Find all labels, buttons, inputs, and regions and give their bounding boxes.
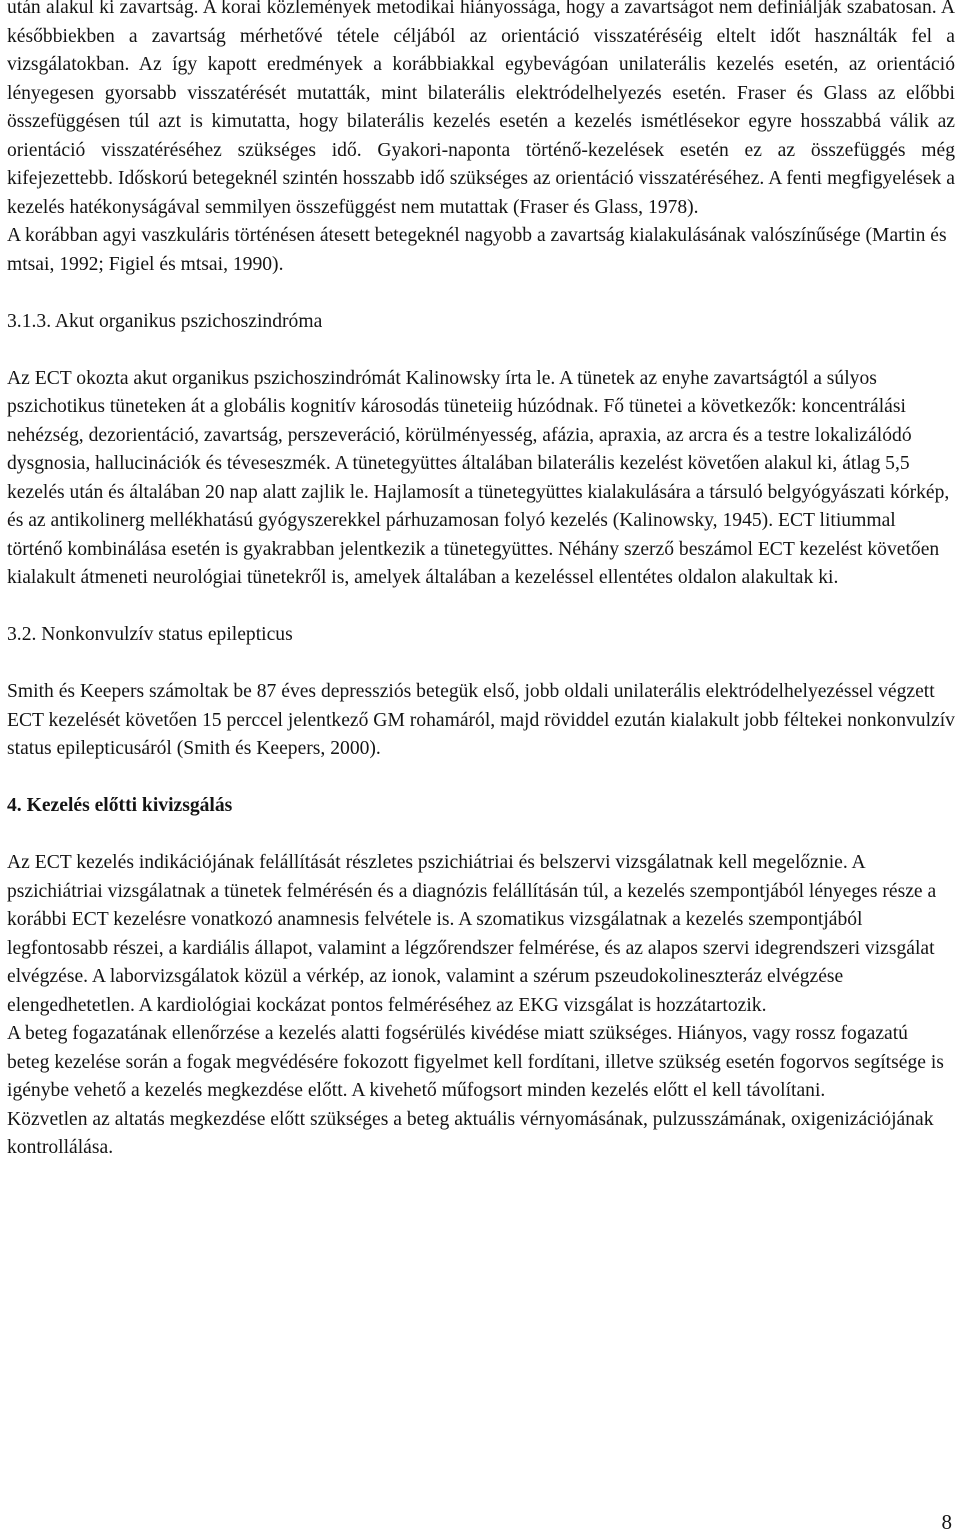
section-heading-4 <box>7 792 955 821</box>
page-number: 8 <box>941 1510 952 1534</box>
paragraph-vascular-risk: A korábban agyi vaszkuláris történésen átesett betegeknél nagyobb a zavartság kialakulásának valószínűsége (Martin és mtsai, 1992; Figiel és mtsai, 1990). <box>7 225 947 275</box>
section-heading-3-2: 3.2. Nonkonvulzív status epilepticus <box>7 624 293 645</box>
paragraph-vital-signs: Közvetlen az altatás megkezdése előtt szükséges a beteg aktuális vérnyomásának, pulzusszámának, oxigenizációjának kontrollálása. <box>7 1108 934 1158</box>
section-number: 4. <box>7 795 22 816</box>
spacer <box>7 650 955 679</box>
paragraph-pre-treatment-exam: Az ECT kezelés indikációjának felállítását részletes pszichiátriai és belszervi vizsgálatnak kell megelőznie. A pszichiátriai vizsgálatnak a tünetek felmérésén és a diagnózis felállításán túl, a kezelés szempontjából lényeges része a korábbi ECT kezelésre vonatkozó anamnesis felvétele is. A szomatikus vizsgálatnak a kezelés szempontjából legfontosabb részei, a kardiális állapot, valamint a légzőrendszer felmérése, és az alapos szervi idegrendszeri vizsgálat elvégzése. A laborvizsgálatok közül a vérkép, az ionok, valamint a szérum pszeudokolineszteráz elvégzése elengedhetetlen. A kardiológiai kockázat pontos felméréséhez az EKG vizsgálat is hozzátartozik. <box>7 852 937 1016</box>
spacer <box>7 593 955 622</box>
paragraph-status-epilepticus: Smith és Keepers számoltak be 87 éves depressziós betegük első, jobb oldali unilaterális elektródelhelyezéssel végzett ECT kezelését követően 15 perccel jelentkező GM rohamáról, majd röviddel ezután kialakult jobb féltekei nonkonvulzív status epilepticusáról (Smith és Keepers, 2000). <box>7 681 955 759</box>
document-page <box>7 0 955 1163</box>
paragraph-dental-check: A beteg fogazatának ellenőrzése a kezelés alatti fogsérülés kivédése miatt szükséges. Hiányos, vagy rossz fogazatú beteg kezelése során a fogak megvédésére fokozott figyelmet kell fordítani, illetve szükség esetén fogorvos segítsége is igénybe vehető a kezelés megkezdése előtt. A kivehető műfogsort minden kezelés előtt el kell távolítani. <box>7 1023 944 1101</box>
section-title: Kezelés előtti kivizsgálás <box>26 795 233 816</box>
paragraph-confusion-orientation: után alakul ki zavartság. A korai közlemények metodikai hiányossága, hogy a zavartságot nem definiálják szabatosan. A későbbiekben a zavartság mérhetővé tétele céljából az orientáció visszatéréséig eltelt időt használták fel a vizsgálatokban. Az így kapott eredmények a korábbiakkal egybevágóan unilaterális kezelés esetén, az orientáció lényegesen gyorsabb visszatérését mutatták, mint bilaterális elektródelhelyezés esetén. Fraser és Glass az előbbi összefüggésen túl azt is kimutatta, hogy bilaterális kezelés esetén a kezelés ismétlésekor egyre hosszabbá válik az orientáció visszatéréséhez szükséges idő. Gyakori-naponta történő-kezelések esetén ez az összefüggés még kifejezettebb. Időskorú betegeknél szintén hosszabb idő szükséges az orientáció visszatéréséhez. A fenti megfigyelések a kezelés hatékonyságával semmilyen összefüggést nem mutattak (Fraser és Glass, 1978). <box>7 0 955 218</box>
section-heading-3-1-3: 3.1.3. Akut organikus pszichoszindróma <box>7 310 323 332</box>
paragraph-acute-organic-syndrome: Az ECT okozta akut organikus pszichoszindrómát Kalinowsky írta le. A tünetek az enyhe zavartságtól a súlyos pszichotikus tüneteken át a globális kognitív károsodás tüneteiig húzódnak. Fő tünetei a következők: koncentrálási nehézség, dezorientáció, zavartság, perszeveráció, körülményesség, afázia, apraxia, az arcra és a testre lokalizálódó dysgnosia, hallucinációk és téveseszmék. A tünetegyüttes általában bilaterális kezelést követően alakul ki, átlag 5,5 kezelés után és általában 20 nap alatt zajlik le. Hajlamosít a tünetegyüttes kialakulására a társuló belgyógyászati kórkép, és az antikolinerg mellékhatású gyógyszerekkel párhuzamosan folyó kezelés (Kalinowsky, 1945). ECT litiummal történő kombinálása esetén is gyakrabban jelentkezik a tünetegyüttes. Néhány szerző beszámol ECT kezelést követően kialakult átmeneti neurológiai tünetekről is, amelyek általában a kezeléssel ellentétes oldalon alakultak ki. <box>7 367 950 588</box>
spacer <box>7 764 955 793</box>
spacer <box>7 279 955 308</box>
spacer <box>7 336 955 365</box>
spacer <box>7 821 955 850</box>
